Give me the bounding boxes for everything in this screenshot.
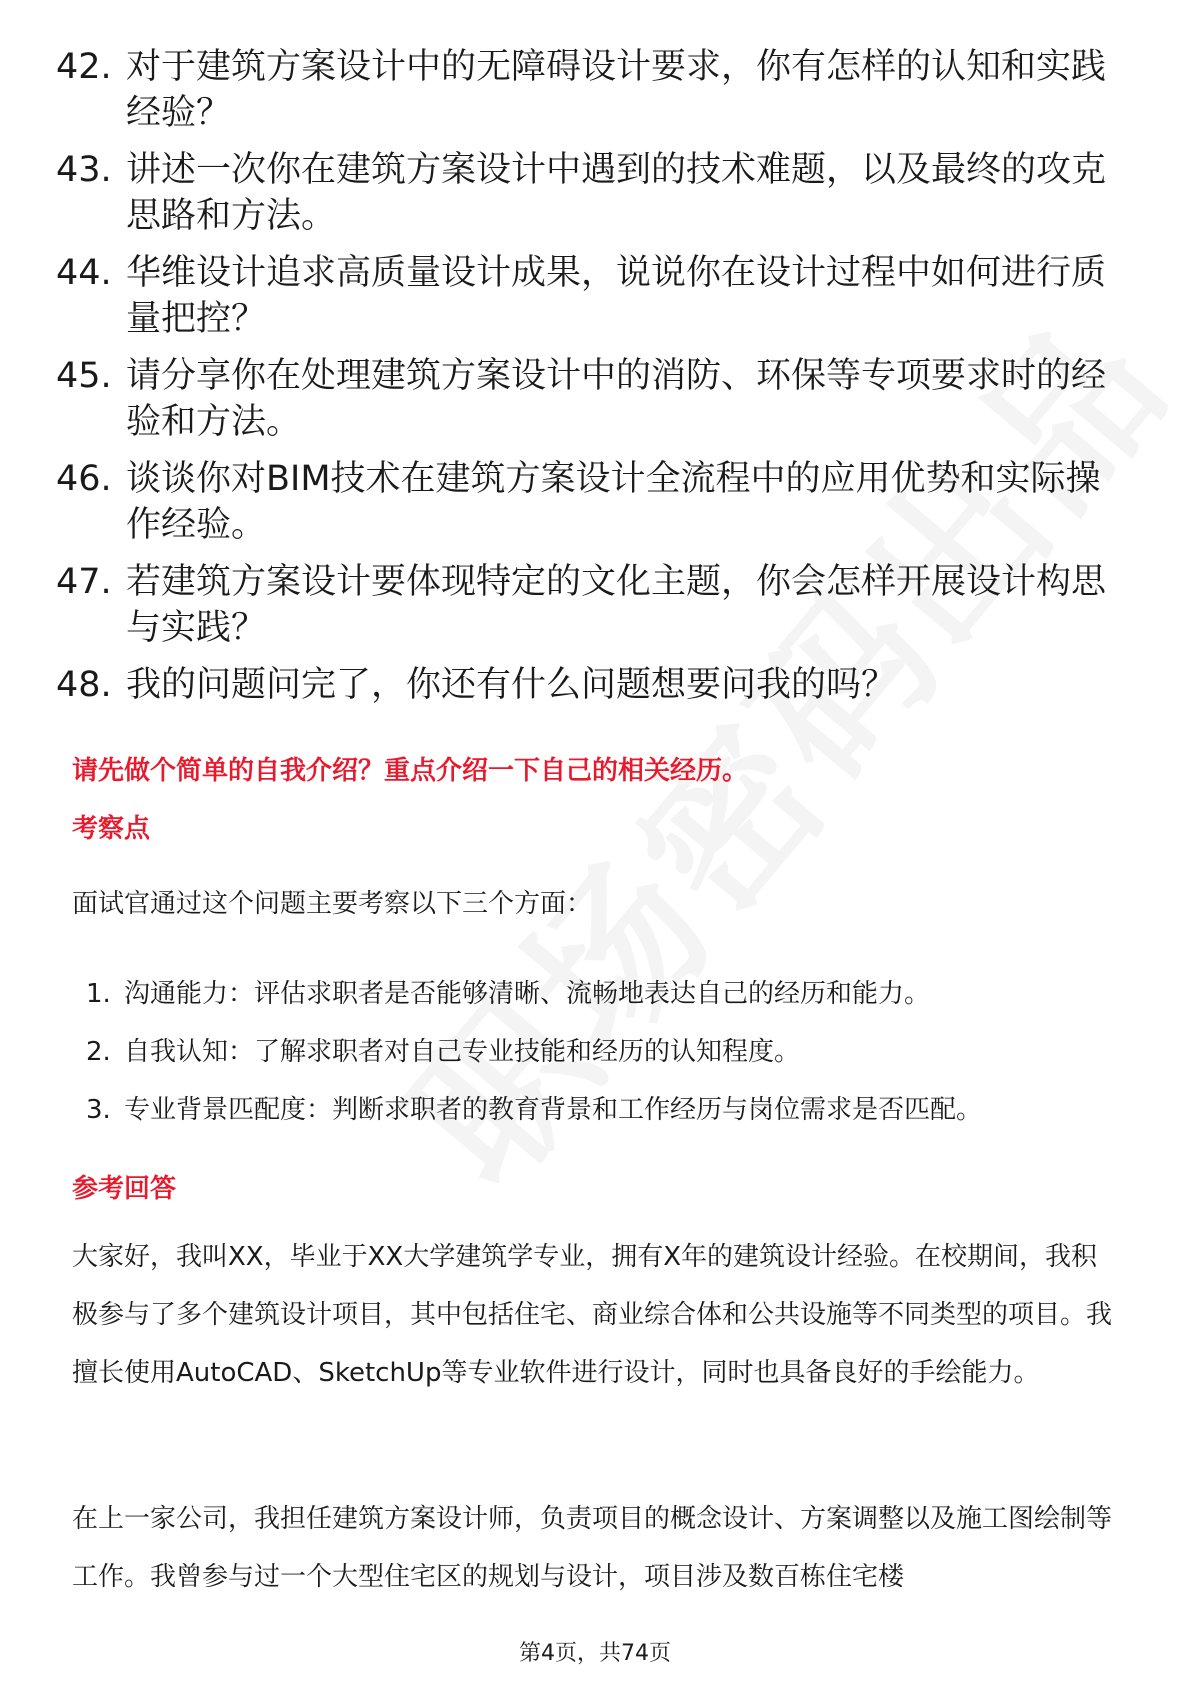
examine-point-text: 专业背景匹配度：判断求职者的教育背景和工作经历与岗位需求是否匹配。 bbox=[124, 1095, 983, 1125]
question-item bbox=[0, 662, 1190, 708]
question-item bbox=[0, 559, 1190, 651]
question-text: 讲述一次你在建筑方案设计中遇到的技术难题，以及最终的攻克思路和方法。 bbox=[126, 150, 1107, 236]
examine-point bbox=[86, 1091, 982, 1149]
question-number: 47. bbox=[56, 562, 112, 602]
question-number: 43. bbox=[56, 150, 112, 190]
question-number: 46. bbox=[56, 459, 112, 499]
highlight-question: 请先做个简单的自我介绍？重点介绍一下自己的相关经历。 bbox=[72, 756, 749, 786]
question-item bbox=[0, 250, 1190, 342]
question-text: 若建筑方案设计要体现特定的文化主题，你会怎样开展设计构思与实践？ bbox=[126, 562, 1107, 648]
question-text: 请分享你在处理建筑方案设计中的消防、环保等专项要求时的经验和方法。 bbox=[126, 356, 1107, 442]
question-list bbox=[0, 44, 1190, 719]
question-number: 44. bbox=[56, 253, 112, 293]
question-text: 华维设计追求高质量设计成果，说说你在设计过程中如何进行质量把控？ bbox=[126, 253, 1107, 339]
examine-intro: 面试官通过这个问题主要考察以下三个方面： bbox=[72, 889, 593, 919]
examine-point-number: 3. bbox=[86, 1095, 111, 1125]
examine-point-text: 自我认知：了解求职者对自己专业技能和经历的认知程度。 bbox=[124, 1037, 801, 1067]
question-item bbox=[0, 456, 1190, 548]
question-text: 对于建筑方案设计中的无障碍设计要求，你有怎样的认知和实践经验？ bbox=[126, 47, 1107, 133]
section-title-answer: 参考回答 bbox=[72, 1174, 177, 1204]
question-item bbox=[0, 353, 1190, 445]
question-item bbox=[0, 147, 1190, 239]
examine-point-number: 2. bbox=[86, 1037, 111, 1067]
question-item bbox=[0, 44, 1190, 136]
question-text: 谈谈你对BIM技术在建筑方案设计全流程中的应用优势和实际操作经验。 bbox=[126, 459, 1101, 545]
answer-paragraph: 在上一家公司，我担任建筑方案设计师，负责项目的概念设计、方案调整以及施工图绘制等工作。我曾参与过一个大型住宅区的规划与设计，项目涉及数百栋住宅楼 bbox=[72, 1504, 1113, 1592]
examine-point bbox=[86, 1033, 982, 1091]
answer-paragraph: 大家好，我叫XX，毕业于XX大学建筑学专业，拥有X年的建筑设计经验。在校期间，我积极参与了多个建筑设计项目，其中包括住宅、商业综合体和公共设施等不同类型的项目。我擅长使用AutoCAD、SketchUp等专业软件进行设计，同时也具备良好的手绘能力。 bbox=[72, 1242, 1113, 1388]
page-footer: 第4页，共74页 bbox=[519, 1641, 671, 1666]
question-number: 42. bbox=[56, 47, 112, 87]
examine-point-number: 1. bbox=[86, 979, 111, 1009]
section-title-examine: 考察点 bbox=[72, 814, 151, 844]
question-number: 45. bbox=[56, 356, 112, 396]
question-number: 48. bbox=[56, 665, 112, 705]
question-text: 我的问题问完了，你还有什么问题想要问我的吗？ bbox=[126, 665, 897, 705]
examine-point-text: 沟通能力：评估求职者是否能够清晰、流畅地表达自己的经历和能力。 bbox=[124, 979, 931, 1009]
examine-points-list bbox=[86, 975, 982, 1149]
examine-point bbox=[86, 975, 982, 1033]
